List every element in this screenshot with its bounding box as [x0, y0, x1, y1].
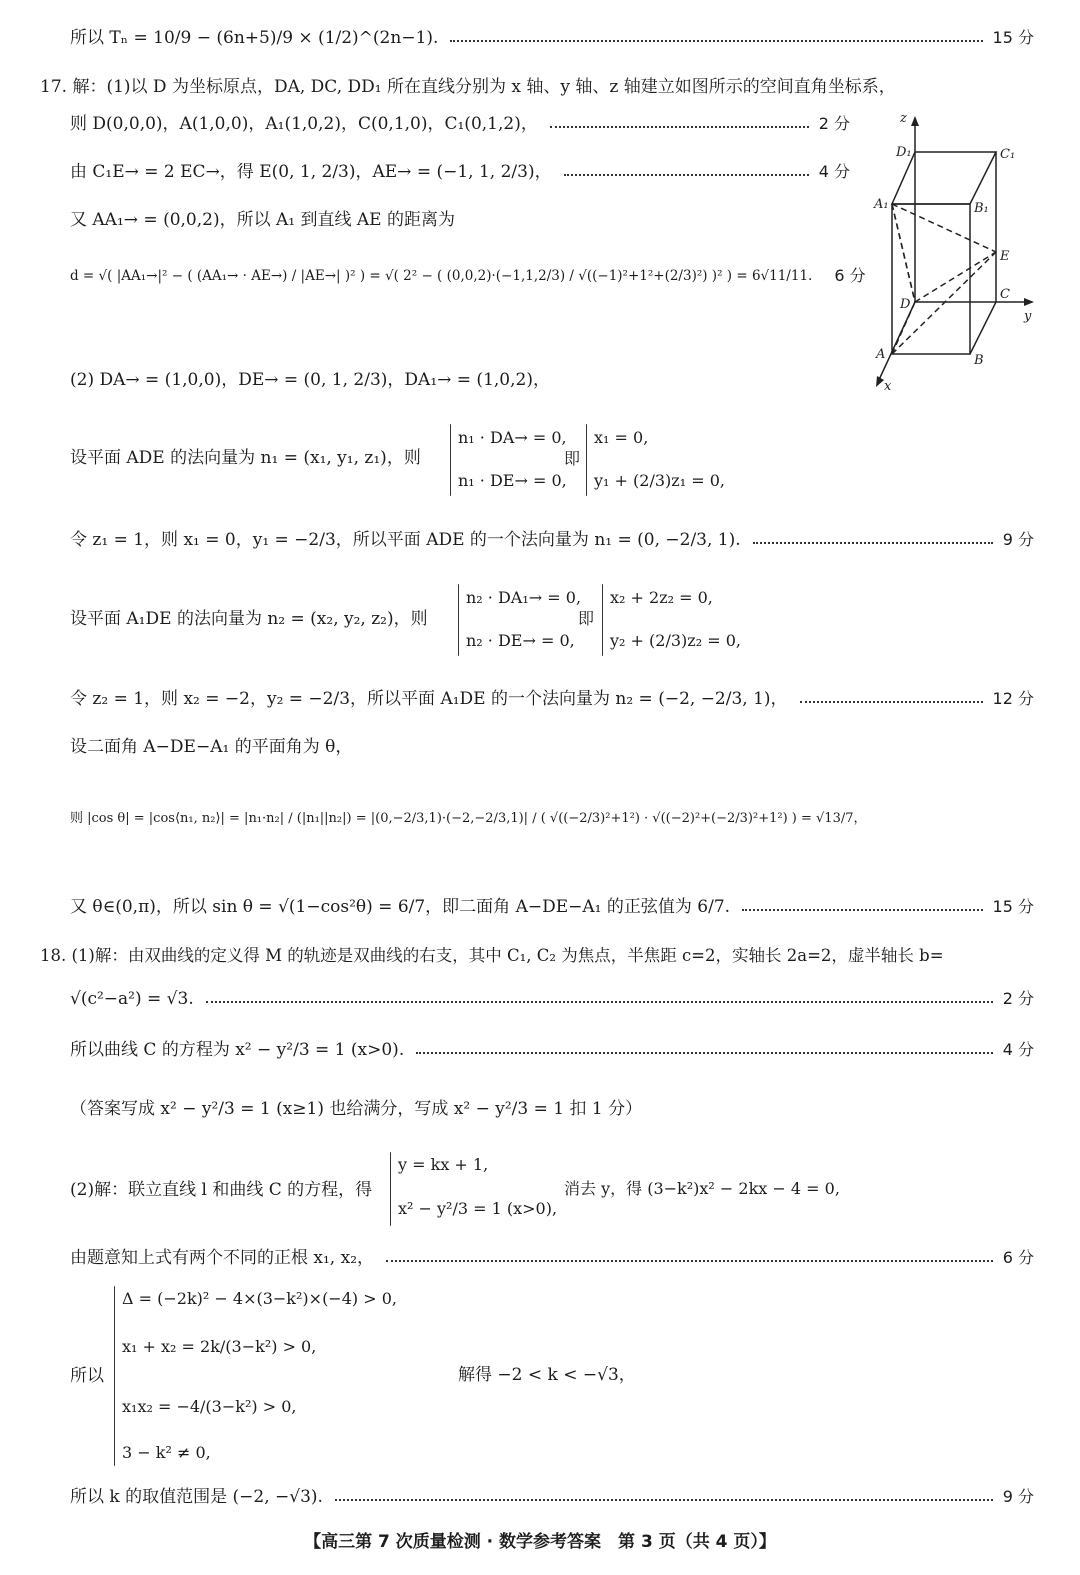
leader-dots — [564, 174, 809, 176]
line-text: (2) DA→ = (1,0,0)，DE→ = (0, 1, 2/3)，DA₁→ = (1,0,2)， — [70, 370, 550, 390]
label-y: y — [1024, 309, 1032, 324]
line-text: 所以 Tₙ = 10/9 − (6n+5)/9 × (1/2)^(2n−1). — [70, 28, 439, 48]
brace — [586, 424, 587, 496]
leader-dots — [386, 1260, 993, 1262]
line-text: 所以 k 的取值范围是 (−2, −√3). — [70, 1487, 323, 1507]
score: 6 分 — [1002, 1248, 1034, 1267]
label-b: B — [974, 353, 984, 368]
score: 9 分 — [1002, 530, 1034, 549]
a1de-res-1: x₂ + 2z₂ = 0, — [610, 588, 713, 607]
line-text: 所以 — [70, 1366, 104, 1386]
ade-res-2: y₁ + (2/3)z₁ = 0, — [594, 471, 725, 490]
label-a: A — [876, 347, 886, 362]
line-text: 由题意知上式有两个不同的正根 x₁, x₂， — [70, 1248, 375, 1268]
score: 12 分 — [992, 689, 1034, 708]
line-text: 所以曲线 C 的方程为 x² − y²/3 = 1 (x>0). — [70, 1040, 405, 1060]
leader-dots — [335, 1499, 993, 1501]
line-text: 又 AA₁→ = (0,0,2)，所以 A₁ 到直线 AE 的距离为 — [70, 210, 455, 230]
line-k-range — [70, 1485, 1034, 1509]
edge-bc — [970, 302, 996, 354]
line-text: 18. (1)解：由双曲线的定义得 M 的轨迹是双曲线的右支，其中 C₁, C₂ 为焦点，半焦距 c=2，实轴长 2a=2，虚半轴长 b= — [40, 946, 944, 965]
root-cond-1: Δ = (−2k)² − 4×(3−k²)×(−4) > 0, — [122, 1289, 397, 1308]
line-text: (2)解：联立直线 l 和曲线 C 的方程，得 — [70, 1180, 373, 1200]
leader-dots — [753, 542, 993, 544]
line-text: √(c²−a²) = √3. — [70, 989, 194, 1009]
a1de-cond-2: n₂ · DE→ = 0, — [466, 631, 575, 650]
score: 2 分 — [1002, 989, 1034, 1008]
label-c: C — [1000, 287, 1010, 302]
line-text: 由 C₁E→ = 2 EC→，得 E(0, 1, 2/3)，AE→ = (−1, 1, 2/3)， — [70, 162, 552, 182]
line-text: 则 |cos θ| = |cos⟨n₁, n₂⟩| = |n₁·n₂| / (|n₁||n₂|) = |(0,−2/3,1)·(−2,−2/3,1)| / ( √((−2/3)²+1²) · √((−2)²+(−2/3)²+1²) ) = √13/7， — [70, 811, 867, 826]
label-a1: A₁ — [874, 197, 889, 212]
line-ade-normal — [70, 446, 421, 470]
line-text: （答案写成 x² − y²/3 = 1 (x≥1) 也给满分，写成 x² − y²/3 = 1 扣 1 分） — [70, 1099, 643, 1119]
brace — [602, 584, 603, 656]
line-b — [70, 987, 1034, 1011]
score: 4 分 — [1002, 1040, 1034, 1059]
root-cond-3: x₁x₂ = −4/(3−k²) > 0, — [122, 1397, 297, 1416]
line-point-e — [70, 160, 850, 184]
brace — [390, 1152, 391, 1226]
brace — [450, 424, 451, 496]
line-text: 设平面 ADE 的法向量为 n₁ = (x₁, y₁, z₁)，则 — [70, 448, 421, 468]
line-text: d = √( |AA₁→|² − ( (AA₁→ · AE→) / |AE→| )² ) = √( 2² − ( (0,0,2)·(−1,1,2/3) / √((−1)²+1²+(2/3)²) )² ) = 6√11/11. — [70, 268, 813, 284]
line-theta — [70, 735, 1034, 759]
line-sys-2: x² − y²/3 = 1 (x>0), — [398, 1199, 558, 1218]
root-cond-4: 3 − k² ≠ 0, — [122, 1443, 211, 1462]
line-join — [70, 1178, 372, 1202]
leader-dots — [800, 701, 983, 703]
cuboid-figure — [868, 110, 1048, 400]
line-suoyi — [70, 1364, 104, 1388]
ade-cond-1: n₁ · DA→ = 0, — [458, 428, 567, 447]
line-17-intro — [40, 75, 1034, 99]
page-footer: 【高三第 7 次质量检测 · 数学参考答案 第 3 页（共 4 页）】 — [304, 1532, 776, 1552]
line-a1de-normal — [70, 607, 428, 631]
line-note — [70, 1097, 1034, 1121]
line-curve-eq — [70, 1038, 1034, 1062]
leader-dots — [742, 909, 982, 911]
a1de-jiqi: 即 — [578, 609, 595, 628]
line-18-intro — [40, 944, 1034, 968]
line-text: 令 z₂ = 1，则 x₂ = −2，y₂ = −2/3，所以平面 A₁DE 的一个法向量为 n₂ = (−2, −2/3, 1)， — [70, 689, 788, 709]
line-aa1 — [70, 208, 850, 232]
line-coords — [70, 112, 850, 136]
ade-cond-2: n₁ · DE→ = 0, — [458, 471, 567, 490]
brace — [458, 584, 459, 656]
line-text: 设平面 A₁DE 的法向量为 n₂ = (x₂, y₂, z₂)，则 — [70, 609, 428, 629]
front-face — [892, 204, 970, 354]
line-n1 — [70, 528, 1034, 552]
root-res: 解得 −2 < k < −√3， — [458, 1365, 636, 1385]
score: 15 分 — [992, 28, 1034, 47]
a1de-res-2: y₂ + (2/3)z₂ = 0, — [610, 631, 741, 650]
score: 9 分 — [1002, 1487, 1034, 1506]
z-arrow — [911, 116, 919, 126]
score: 2 分 — [818, 114, 850, 133]
leader-dots — [206, 1001, 993, 1003]
ade-jiqi: 即 — [564, 449, 581, 468]
line-n2 — [70, 687, 1034, 711]
line-distance — [70, 264, 866, 288]
score: 15 分 — [992, 897, 1034, 916]
line-text: 令 z₁ = 1，则 x₁ = 0，y₁ = −2/3，所以平面 ADE 的一个法向量为 n₁ = (0, −2/3, 1). — [70, 530, 741, 550]
brace — [114, 1286, 115, 1466]
line-sys-1: y = kx + 1, — [398, 1155, 489, 1174]
label-b1: B₁ — [974, 201, 989, 216]
leader-dots — [550, 126, 809, 128]
label-d: D — [900, 297, 911, 312]
root-cond-2: x₁ + x₂ = 2k/(3−k²) > 0, — [122, 1337, 317, 1356]
y-arrow — [1024, 298, 1034, 306]
leader-dots — [450, 40, 982, 42]
a1de-cond-1: n₂ · DA₁→ = 0, — [466, 588, 582, 607]
line-cos — [70, 807, 1034, 831]
label-x: x — [884, 379, 892, 394]
label-e: E — [1000, 249, 1010, 264]
label-z: z — [900, 111, 907, 126]
segment-de — [915, 252, 996, 302]
line-text: 设二面角 A−DE−A₁ 的平面角为 θ， — [70, 737, 353, 757]
label-c1: C₁ — [1000, 147, 1016, 162]
line-tn — [70, 26, 1034, 50]
score: 6 分 — [834, 266, 866, 285]
line-roots — [70, 1246, 1034, 1270]
line-text: 则 D(0,0,0)，A(1,0,0)，A₁(1,0,2)，C(0,1,0)，C₁(0,1,2)， — [70, 114, 538, 134]
line-text: 又 θ∈(0,π)，所以 sin θ = √(1−cos²θ) = 6/7，即二面角 A−DE−A₁ 的正弦值为 6/7. — [70, 897, 731, 917]
score: 4 分 — [818, 162, 850, 181]
label-d1: D₁ — [896, 145, 912, 160]
line-tail: 消去 y，得 (3−k²)x² − 2kx − 4 = 0, — [564, 1179, 840, 1198]
line-text: 17. 解：(1)以 D 为坐标原点，DA, DC, DD₁ 所在直线分别为 x 轴、y 轴、z 轴建立如图所示的空间直角坐标系， — [40, 77, 896, 97]
leader-dots — [416, 1052, 992, 1054]
ade-res-1: x₁ = 0, — [594, 428, 649, 447]
segment-a1d-2 — [892, 204, 915, 302]
line-sin — [70, 895, 1034, 919]
